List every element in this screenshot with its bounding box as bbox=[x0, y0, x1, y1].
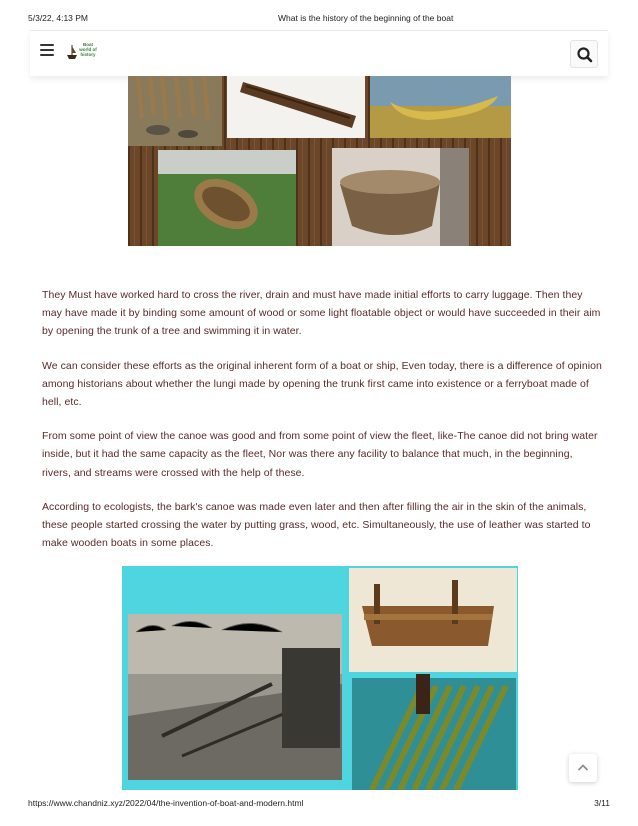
print-title: What is the history of the beginning of the boat bbox=[278, 13, 454, 23]
print-page-number: 3/11 bbox=[594, 798, 610, 808]
ancient-boats-collage-image bbox=[128, 76, 511, 246]
site-logo[interactable] bbox=[66, 42, 96, 64]
search-button[interactable] bbox=[570, 40, 598, 68]
article-paragraph: From some point of view the canoe was good and from some point of view the fleet, like-The canoe did not bring water inside, but it had the same capacity as the fleet, Nor was there any facility to balance that much, in the beginning, rivers, and streams were crossed with the help of these. bbox=[42, 430, 598, 479]
article-paragraph: They Must have worked hard to cross the river, drain and must have made initial efforts to carry luggage. Then they may have made it by binding some amount of wood or some light floatable object or would have succeeded in their aim by opening the trunk of a tree and swimming it in water. bbox=[42, 289, 601, 338]
article-paragraph: We can consider these efforts as the original inherent form of a boat or ship, Even today, there is a difference of opinion among historians about whether the lungi made by opening the trunk first came into existence or a ferryboat made of hell, etc. bbox=[42, 359, 602, 409]
chevron-up-icon bbox=[569, 754, 597, 782]
boats-engraving-raft-collage-image bbox=[122, 566, 518, 790]
site-header bbox=[30, 30, 608, 76]
print-header bbox=[0, 0, 638, 23]
print-url: https://www.chandniz.xyz/2022/04/the-invention-of-boat-and-modern.html bbox=[28, 798, 304, 808]
article-paragraph: According to ecologists, the bark's canoe was made even later and then after filling the air in the skin of the animals, these people started crossing the water by putting grass, wood, etc. Simultaneously, the use of leather was started to make wooden boats in some places. bbox=[42, 500, 591, 550]
article-body bbox=[42, 286, 602, 568]
logo-text: Boat world of history bbox=[79, 42, 97, 57]
scroll-to-top-button[interactable] bbox=[569, 754, 597, 782]
search-icon bbox=[571, 41, 599, 69]
hamburger-menu-icon[interactable] bbox=[40, 44, 54, 56]
print-footer bbox=[0, 798, 638, 812]
print-date: 5/3/22, 4:13 PM bbox=[28, 13, 89, 23]
